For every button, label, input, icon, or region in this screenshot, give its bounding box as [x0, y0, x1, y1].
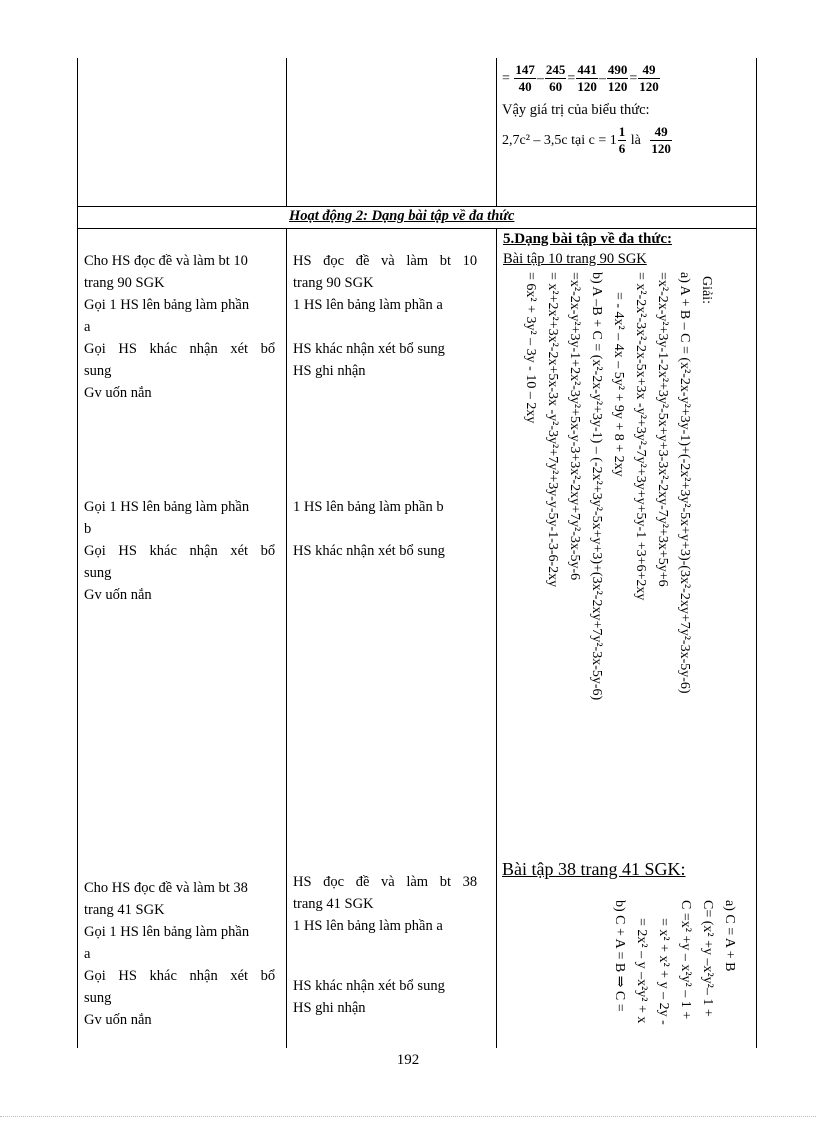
text-line — [293, 959, 491, 975]
student-block-2 — [293, 496, 491, 562]
fraction-1: $\frac{147}{40}$ — [515, 62, 535, 95]
text-line: trang 90 SGK — [293, 275, 374, 291]
student-block-1 — [293, 250, 491, 382]
eq-prefix: = — [502, 71, 510, 86]
text-line: HS khác nhận xét bổ sung — [293, 341, 445, 357]
exercise-10-title: Bài tập 10 trang 90 SGK — [503, 251, 647, 267]
fraction-3: $\frac{441}{120}$ — [577, 62, 597, 95]
text-line: a — [84, 319, 91, 335]
fraction-4: $\frac{490}{120}$ — [607, 62, 628, 95]
text-line: Gọi 1 HS lên bảng làm phần — [84, 924, 250, 940]
footer-divider — [0, 1116, 816, 1117]
text-line: trang 41 SGK — [293, 896, 374, 912]
text-line: 1 HS lên bảng làm phần b — [293, 499, 444, 515]
text-line: sung — [84, 990, 112, 1006]
text-line: Gv uốn nắn — [84, 385, 152, 401]
page-number: 192 — [396, 1052, 420, 1068]
text-line: Gọi 1 HS lên bảng làm phần — [84, 499, 250, 515]
exercise-38-title: Bài tập 38 trang 41 SGK: — [502, 859, 686, 879]
text-line: Gọi HS khác nhận xét bổ — [84, 341, 276, 357]
text-line: b — [84, 521, 92, 537]
text-line: trang 90 SGK — [84, 275, 165, 291]
table-border-col1 — [286, 58, 287, 206]
teacher-block-3 — [84, 877, 280, 1031]
text-line: Gv uốn nắn — [84, 587, 152, 603]
text-line — [293, 316, 491, 338]
exercise-38-clip — [600, 895, 750, 1048]
text-line: 1 HS lên bảng làm phần a — [293, 918, 443, 934]
conclusion-text: Vậy giá trị của biểu thức: — [502, 102, 650, 118]
text-line: Gọi HS khác nhận xét bổ — [84, 543, 276, 559]
text-line: a — [84, 946, 91, 962]
text-line — [293, 937, 491, 959]
table-border-col2-lower — [496, 228, 497, 1048]
text-line: HS khác nhận xét bổ sung — [293, 978, 445, 994]
text-line: sung — [84, 565, 112, 581]
text-line: sung — [84, 363, 112, 379]
teacher-block-2 — [84, 496, 280, 606]
section-title: 5.Dạng bài tập về đa thức: — [503, 231, 673, 247]
text-line — [293, 518, 491, 540]
text-line: 1 HS lên bảng làm phần a — [293, 297, 443, 313]
text-line: Gọi 1 HS lên bảng làm phần — [84, 297, 250, 313]
text-line: Gọi HS khác nhận xét bổ — [84, 968, 276, 984]
text-line: Gv uốn nắn — [84, 1012, 152, 1028]
text-line: HS ghi nhận — [293, 363, 366, 379]
fraction-equation: = $\frac{147}{40}$ – $\frac{245}{60}$ = $\frac{441}{120}$ – $\frac{490}{120}$ = $\frac{49}{120}$ — [502, 62, 659, 95]
text-line: trang 41 SGK — [84, 902, 165, 918]
text-line: HS đọc đề và làm bt 10 — [293, 253, 478, 269]
text-line: HS đọc đề và làm bt 38 — [293, 874, 478, 890]
exercise-10-solution: Giải: a) A + B – C = (x²-2x-y²+3y-1)+(-2x²+3y²-5x+y+3)-(3x²-2xy+7y²-3x-5y-6) =x²-2x-y²+3y-1-2x²+3y²-5x+y+3-3x²-2xy-7y²+3x+5y+6 = x²-2x²-3x²-2x-5x+3x -y²+3y²-7y²+3y+y+5y-1 +3+6+2xy = - 4x² – 4x – 5y² + 9y + 8 + 2xy b) A –B + C = (x²-2x-y²+3y-1) – (-2x²+3y²-5x+y+3)+(3x²-2xy+7y²-3x-5y-6) =x²-2x-y²+3y-1+2x²-3y²+5x-y-3+3x²-2xy+7y²-3x-5y-6 = x²+2x²+3x²-2x+5x-3x -y²-3y²+7y²+3y-y-5y-1-3-6-2xy = 6x² + 3y² – 3y - 10 – 2xy — [523, 272, 714, 701]
text-line: Cho HS đọc đề và làm bt 38 — [84, 880, 248, 896]
text-line: Cho HS đọc đề và làm bt 10 — [84, 253, 248, 269]
text-line: HS khác nhận xét bổ sung — [293, 543, 445, 559]
student-block-3 — [293, 871, 491, 1019]
exercise-38-solution: a) C = A + B C= (x² +y –x²y²– 1 + C =x² +y – x²y² – 1 + = x² + x² + y – 2y - = 2x² – y –x²y² + x b) C + A = B ⇒ C = — [612, 900, 737, 1025]
activity-heading: Hoạt động 2: Dạng bài tập về đa thức — [289, 208, 515, 224]
table-border-col1-lower — [286, 228, 287, 1048]
fraction-5: $\frac{49}{120}$ — [639, 62, 659, 95]
mixed-fraction: $\frac{1}{6}$ — [618, 124, 626, 157]
text-line: HS ghi nhận — [293, 1000, 366, 1016]
fraction-2: $\frac{245}{60}$ — [545, 62, 566, 95]
teacher-block-1 — [84, 250, 280, 404]
table-border-col2 — [496, 58, 497, 206]
result-fraction: $\frac{49}{120}$ — [651, 124, 671, 157]
expression-result: 2,7c² – 3,5c tại c = 1 $\frac{1}{6}$ là $\frac{49}{120}$ — [502, 124, 671, 157]
